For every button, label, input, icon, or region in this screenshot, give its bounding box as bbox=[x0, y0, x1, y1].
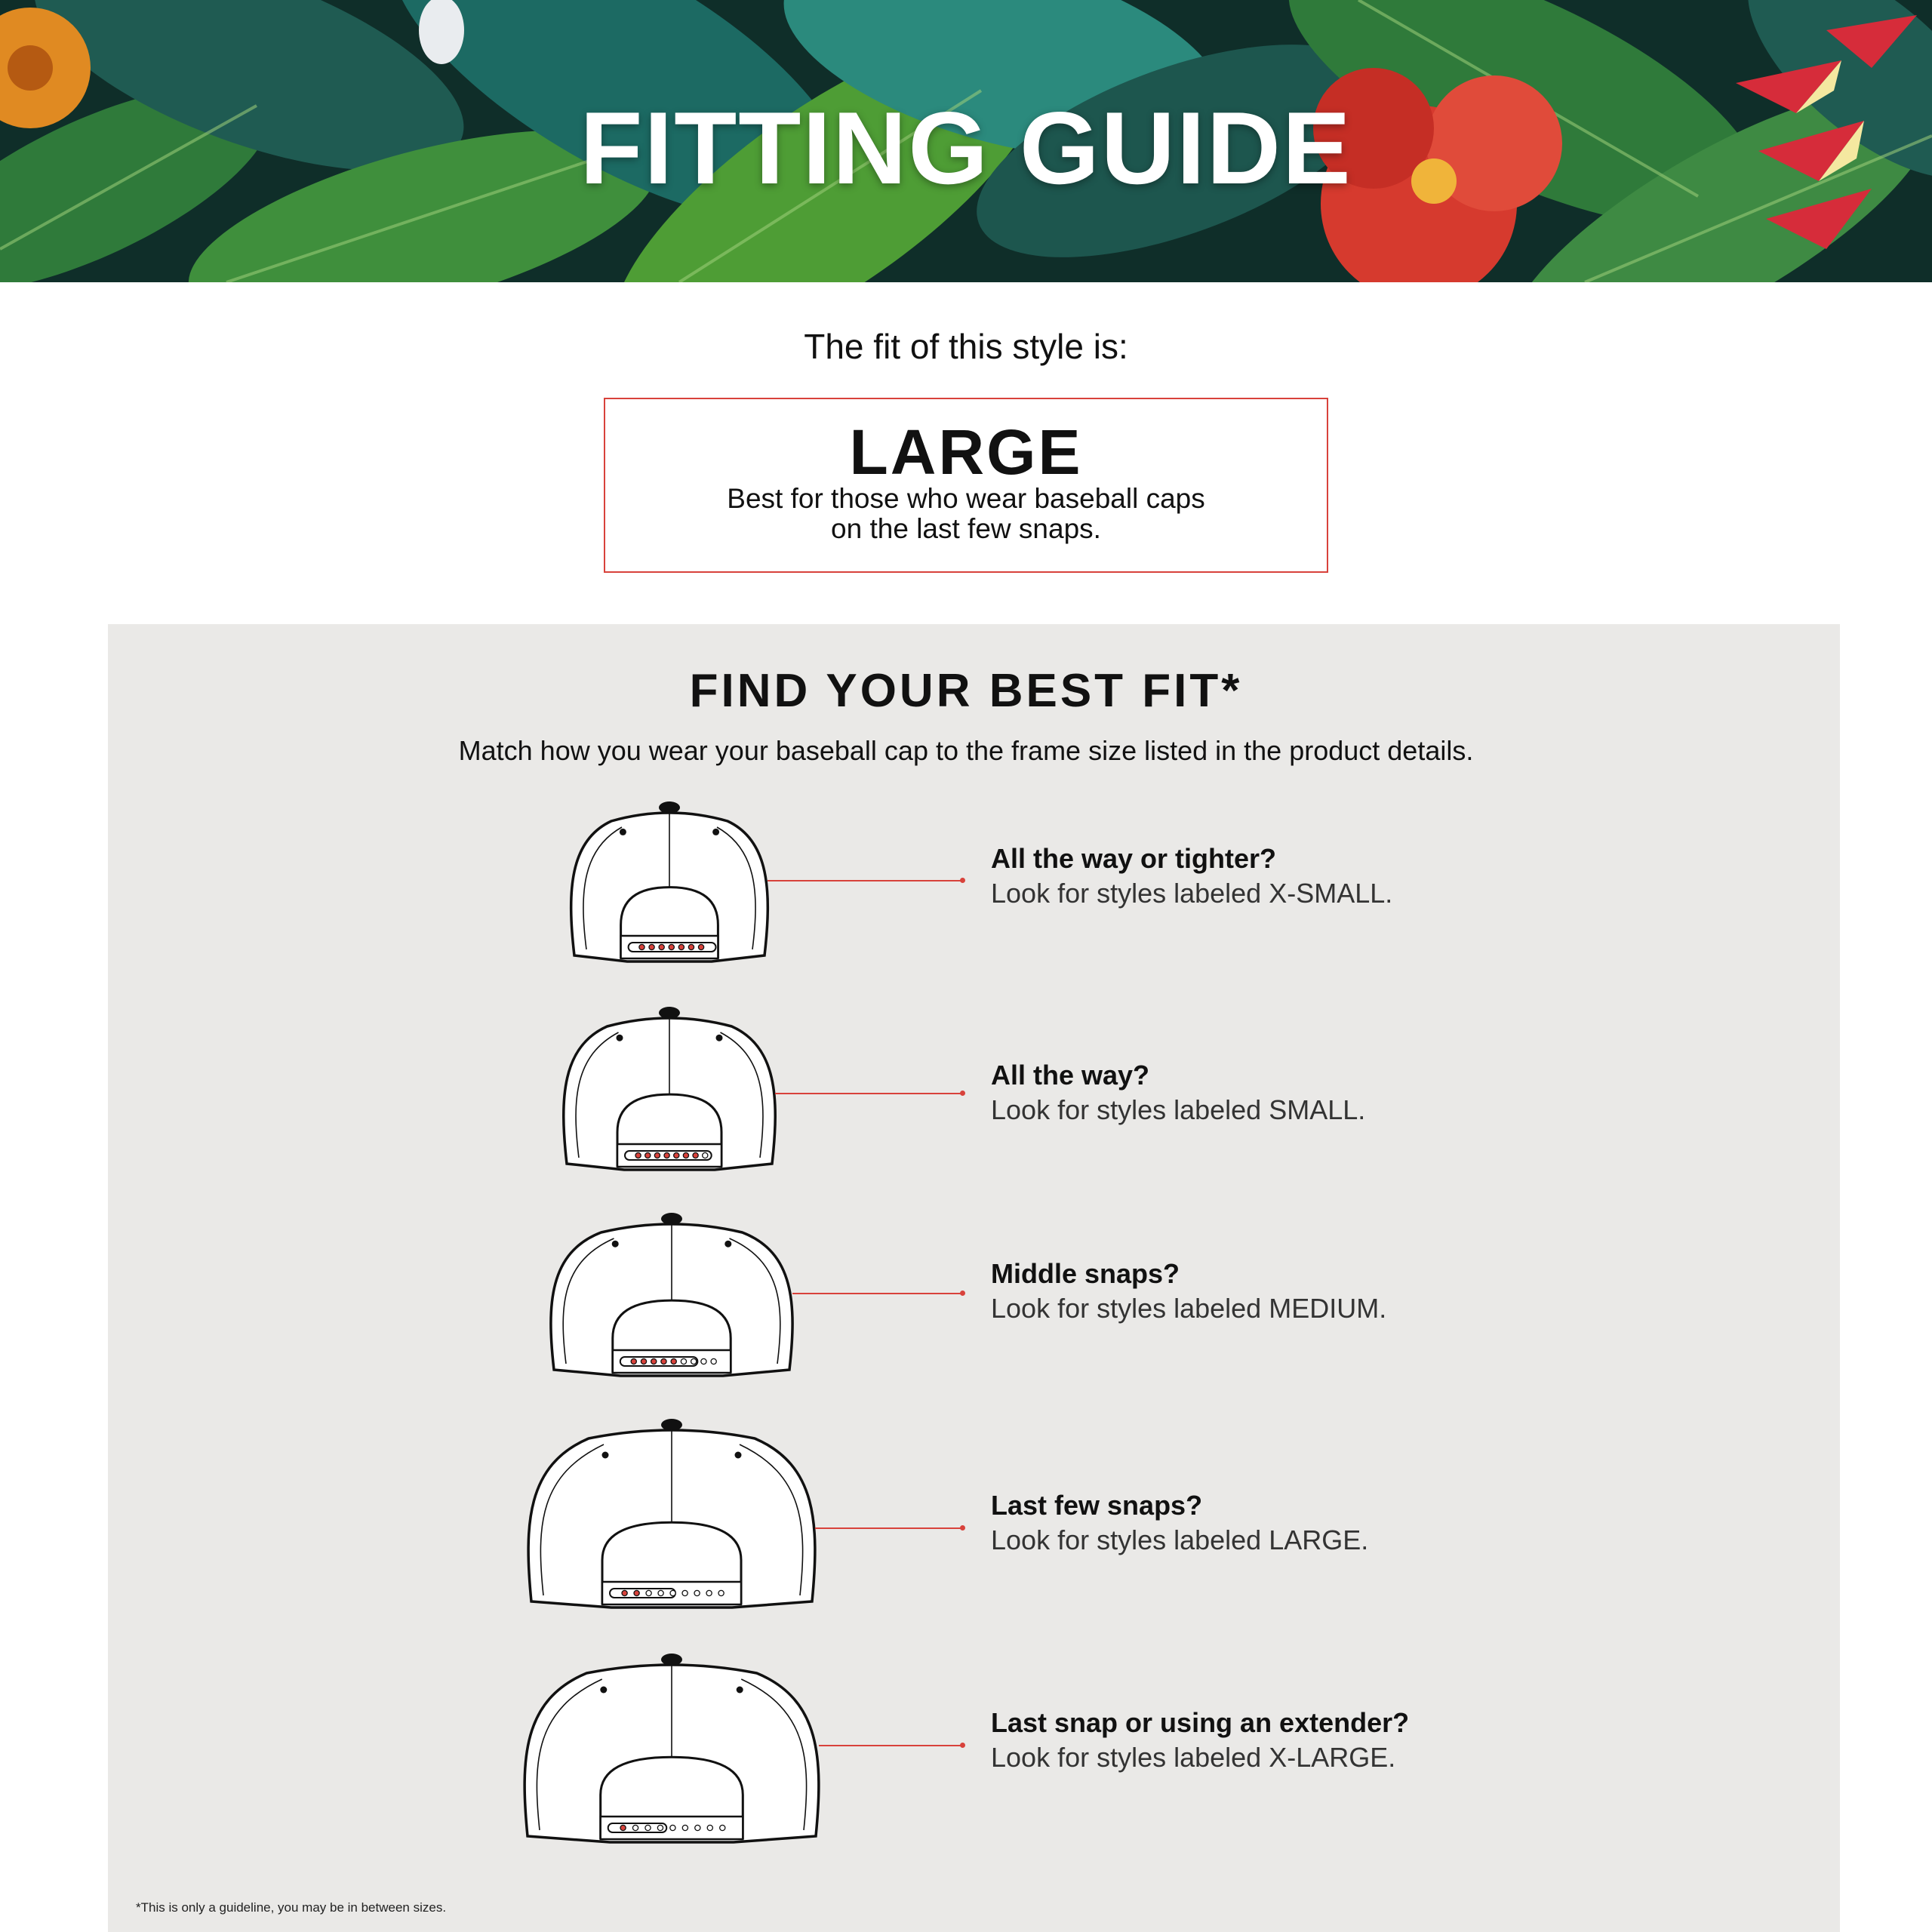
fit-size-box bbox=[604, 398, 1328, 573]
fit-answer: Look for styles labeled MEDIUM. bbox=[991, 1293, 1387, 1324]
leader-dot bbox=[960, 1743, 965, 1748]
guide-subtitle: Match how you wear your baseball cap to the frame size listed in the product details. bbox=[458, 735, 1474, 766]
cap-back-icon bbox=[517, 1651, 826, 1847]
cap-back-icon bbox=[521, 1416, 823, 1612]
fit-description-line-2: on the last few snaps. bbox=[831, 513, 1101, 544]
page-title: FITTING GUIDE bbox=[580, 91, 1352, 205]
leader-line bbox=[815, 1527, 962, 1529]
fit-question: Last snap or using an extender? bbox=[991, 1707, 1410, 1738]
fit-answer: Look for styles labeled X-LARGE. bbox=[991, 1742, 1396, 1773]
leader-line bbox=[819, 1745, 962, 1746]
footnote: *This is only a guideline, you may be in between sizes. bbox=[136, 1900, 447, 1915]
fit-answer: Look for styles labeled LARGE. bbox=[991, 1524, 1369, 1555]
fit-guide-panel bbox=[108, 624, 1840, 1932]
fit-question: All the way or tighter? bbox=[991, 843, 1277, 874]
fit-row-text bbox=[991, 841, 1392, 911]
leader-line bbox=[792, 1293, 962, 1294]
guide-title: FIND YOUR BEST FIT* bbox=[689, 665, 1243, 717]
fit-row-text bbox=[991, 1058, 1365, 1128]
cap-back-icon bbox=[543, 1210, 800, 1380]
fit-size-description bbox=[605, 484, 1327, 544]
leader-dot bbox=[960, 1525, 965, 1531]
leader-dot bbox=[960, 1291, 965, 1296]
leader-line bbox=[768, 880, 962, 881]
fit-intro-text: The fit of this style is: bbox=[804, 327, 1128, 366]
leader-line bbox=[775, 1093, 962, 1094]
fit-row-text bbox=[991, 1706, 1409, 1775]
fit-row-text bbox=[991, 1488, 1368, 1558]
fit-answer: Look for styles labeled X-SMALL. bbox=[991, 878, 1393, 909]
fit-row-text bbox=[991, 1257, 1386, 1326]
fit-question: All the way? bbox=[991, 1060, 1150, 1091]
fit-size-label: LARGE bbox=[849, 417, 1083, 488]
fit-question: Middle snaps? bbox=[991, 1258, 1180, 1289]
fit-answer: Look for styles labeled SMALL. bbox=[991, 1094, 1366, 1125]
cap-back-icon bbox=[564, 798, 775, 966]
leader-dot bbox=[960, 1091, 965, 1096]
cap-back-icon bbox=[556, 1004, 783, 1174]
fit-description-line-1: Best for those who wear baseball caps bbox=[727, 483, 1205, 514]
leader-dot bbox=[960, 878, 965, 883]
fit-question: Last few snaps? bbox=[991, 1490, 1203, 1521]
header-banner bbox=[0, 0, 1932, 282]
